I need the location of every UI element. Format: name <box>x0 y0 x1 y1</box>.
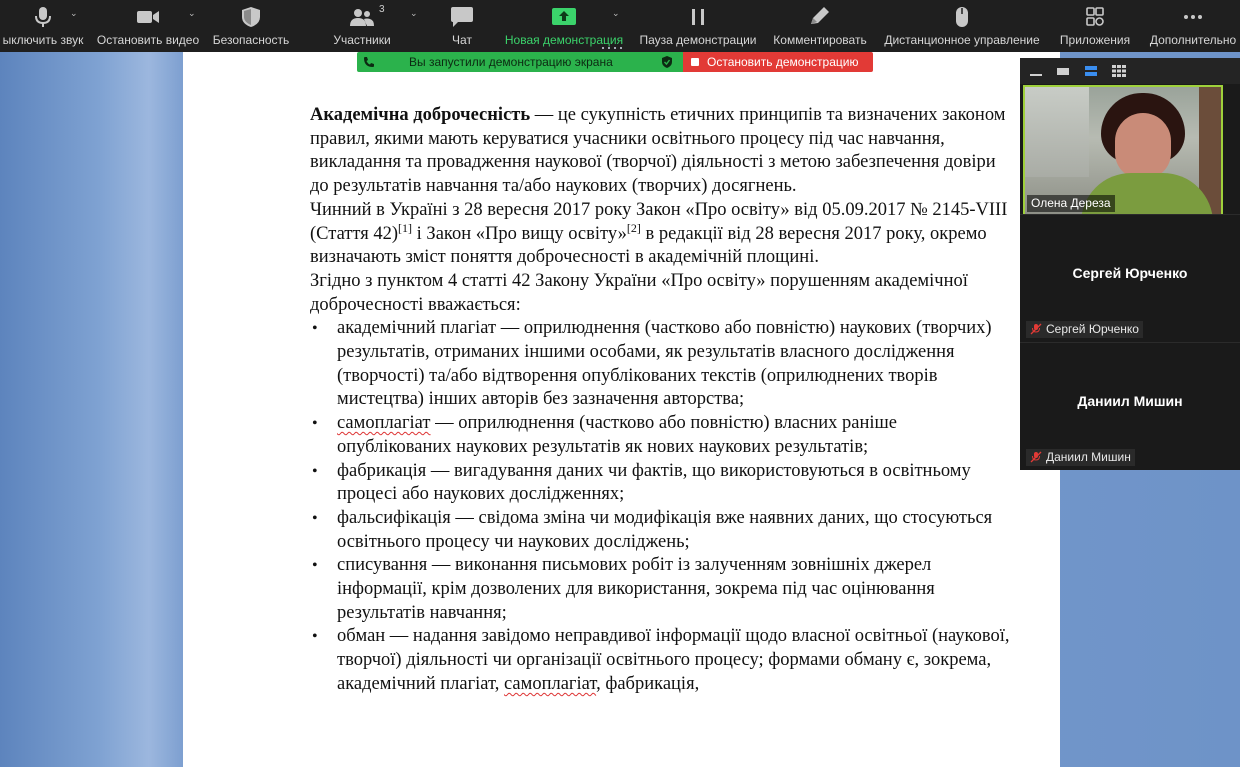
muted-mic-icon <box>1030 323 1042 335</box>
more-button[interactable] <box>1146 0 1240 52</box>
minimize-icon[interactable] <box>1028 64 1044 78</box>
chevron-down-icon[interactable]: ⌄ <box>188 8 196 18</box>
new-share-label: Новая демонстрация <box>504 33 624 47</box>
term-bold: Академічна доброчесність <box>310 105 531 125</box>
annotate-label: Комментировать <box>773 33 867 47</box>
list-item: • обман — надання завідомо неправдивої інформації щодо власної освітньої (наукової, творчої) діяльності чи організації освітнього процесу; формами обману є, зокрема, академічний плагіат, самоплагіат, фабрикація, <box>337 625 1010 696</box>
pause-icon <box>685 6 711 28</box>
participant-tile[interactable] <box>1020 342 1240 470</box>
chevron-down-icon[interactable]: ⌄ <box>612 8 620 18</box>
annotate-button[interactable] <box>768 0 872 52</box>
spellcheck-word: самоплагіат <box>503 673 597 694</box>
chat-button[interactable] <box>436 0 488 52</box>
spellcheck-word: самоплагіат <box>337 413 431 434</box>
participant-name-tag: Даниил Мишин <box>1026 449 1135 466</box>
pause-share-button[interactable] <box>636 0 760 52</box>
chat-label: Чат <box>452 33 472 47</box>
panel-toolbar <box>1020 58 1240 84</box>
participant-display-name: Даниил Мишин <box>1077 393 1183 409</box>
stop-share-button[interactable] <box>683 52 873 72</box>
participant-video-tile[interactable] <box>1023 85 1223 216</box>
chat-icon <box>449 6 475 28</box>
participant-name-tag: Сергей Юрченко <box>1026 321 1143 338</box>
security-button[interactable] <box>208 0 294 52</box>
more-label: Дополнительно <box>1149 33 1237 47</box>
video-background <box>1025 87 1089 177</box>
gallery-view-icon[interactable] <box>1111 64 1127 78</box>
stop-icon <box>691 58 699 66</box>
remote-control-label: Дистанционное управление <box>884 33 1040 47</box>
participants-count: 3 <box>379 4 385 15</box>
new-share-button[interactable] <box>500 0 628 52</box>
muted-mic-icon <box>1030 451 1042 463</box>
participants-button[interactable] <box>322 0 402 52</box>
pencil-icon <box>807 6 833 28</box>
microphone-icon <box>30 6 56 28</box>
sharing-status[interactable] <box>357 52 683 72</box>
participants-video-panel <box>1020 58 1240 470</box>
list-item: • списування — виконання письмових робіт із залученням зовнішніх джерел інформації, крім дозволених для використання, зокрема під час оцінювання результатів навчання; <box>337 554 1010 625</box>
sharing-status-text: Вы запустили демонстрацию экрана <box>409 55 613 69</box>
chevron-down-icon[interactable]: ⌄ <box>70 8 78 18</box>
document-body[interactable] <box>310 104 1010 697</box>
list-item: • фабрикація — вигадування даних чи фактів, що використовуються в освітньому процесі або наукових дослідженнях; <box>337 460 1010 507</box>
paragraph-definition: Академічна доброчесність — це сукупність етичних принципів та визначених законом правил, якими мають керуватися учасники освітнього процесу під час навчання, викладання та провадження наукової (творчої) діяльності з метою забезпечення довіри до результатів навчання та/або наукових (творчих) досягнень. <box>310 105 1006 197</box>
participants-label: Участники <box>333 33 391 47</box>
sharing-banner <box>357 52 873 72</box>
video-camera-icon <box>135 6 161 28</box>
paragraph-intro-list: Згідно з пунктом 4 статті 42 Закону України «Про освіту» порушенням академічної доброчесності вважається: <box>310 270 968 315</box>
shield-check-icon <box>661 56 673 68</box>
apps-button[interactable] <box>1052 0 1138 52</box>
remote-control-button[interactable] <box>880 0 1044 52</box>
participants-icon <box>349 6 375 28</box>
strip-view-icon[interactable] <box>1083 64 1099 78</box>
list-item: • академічний плагіат — оприлюднення (частково або повністю) наукових (творчих) результатів, отриманих іншими особами, як результатів власного дослідження (творчості) та/або відтворення опублікованих текстів (оприлюднених творів мистецтва) інших авторів без зазначення авторства; <box>337 317 1010 412</box>
pause-share-label: Пауза демонстрации <box>639 33 757 47</box>
participant-tile[interactable] <box>1020 214 1240 342</box>
stop-video-label: Остановить видео <box>96 33 200 47</box>
apps-icon <box>1082 6 1108 28</box>
meeting-toolbar <box>0 0 1240 52</box>
more-icon <box>1180 6 1206 28</box>
list-item: • самоплагіат — оприлюднення (частково або повністю) власних раніше опублікованих наукових результатів як нових наукових результатів; <box>337 412 1010 459</box>
phone-icon <box>363 56 375 68</box>
document-page[interactable] <box>183 52 1060 767</box>
footnote-link-1[interactable]: [1] <box>398 220 413 235</box>
security-label: Безопасность <box>212 33 290 47</box>
participant-display-name: Сергей Юрченко <box>1072 265 1188 281</box>
drag-handle-icon[interactable] <box>600 46 628 50</box>
apps-label: Приложения <box>1059 33 1131 47</box>
footnote-link-2[interactable]: [2] <box>626 220 641 235</box>
participant-name-tag: Олена Дереза <box>1027 195 1115 212</box>
paragraph-law: Чинний в Україні з 28 вересня 2017 року Закон «Про освіту» від 05.09.2017 № 2145-VIII (Стаття 42)[1] і Закон «Про вищу освіту»[2] в редакції від 28 вересня 2017 року, окремо визначають зміст поняття доброчесності в академічній площині. <box>310 199 1008 268</box>
share-screen-icon <box>551 6 577 28</box>
chevron-down-icon[interactable]: ⌄ <box>410 8 418 18</box>
mouse-icon <box>949 6 975 28</box>
list-item: • фальсифікація — свідома зміна чи модифікація вже наявних даних, що стосуються освітнього процесу чи наукових досліджень; <box>337 507 1010 554</box>
stop-share-label: Остановить демонстрацию <box>707 55 859 69</box>
violations-list <box>310 317 1010 696</box>
shield-icon <box>238 6 264 28</box>
mute-label: ыключить звук <box>2 33 84 47</box>
single-video-icon[interactable] <box>1055 64 1071 78</box>
participant-face <box>1115 113 1171 179</box>
